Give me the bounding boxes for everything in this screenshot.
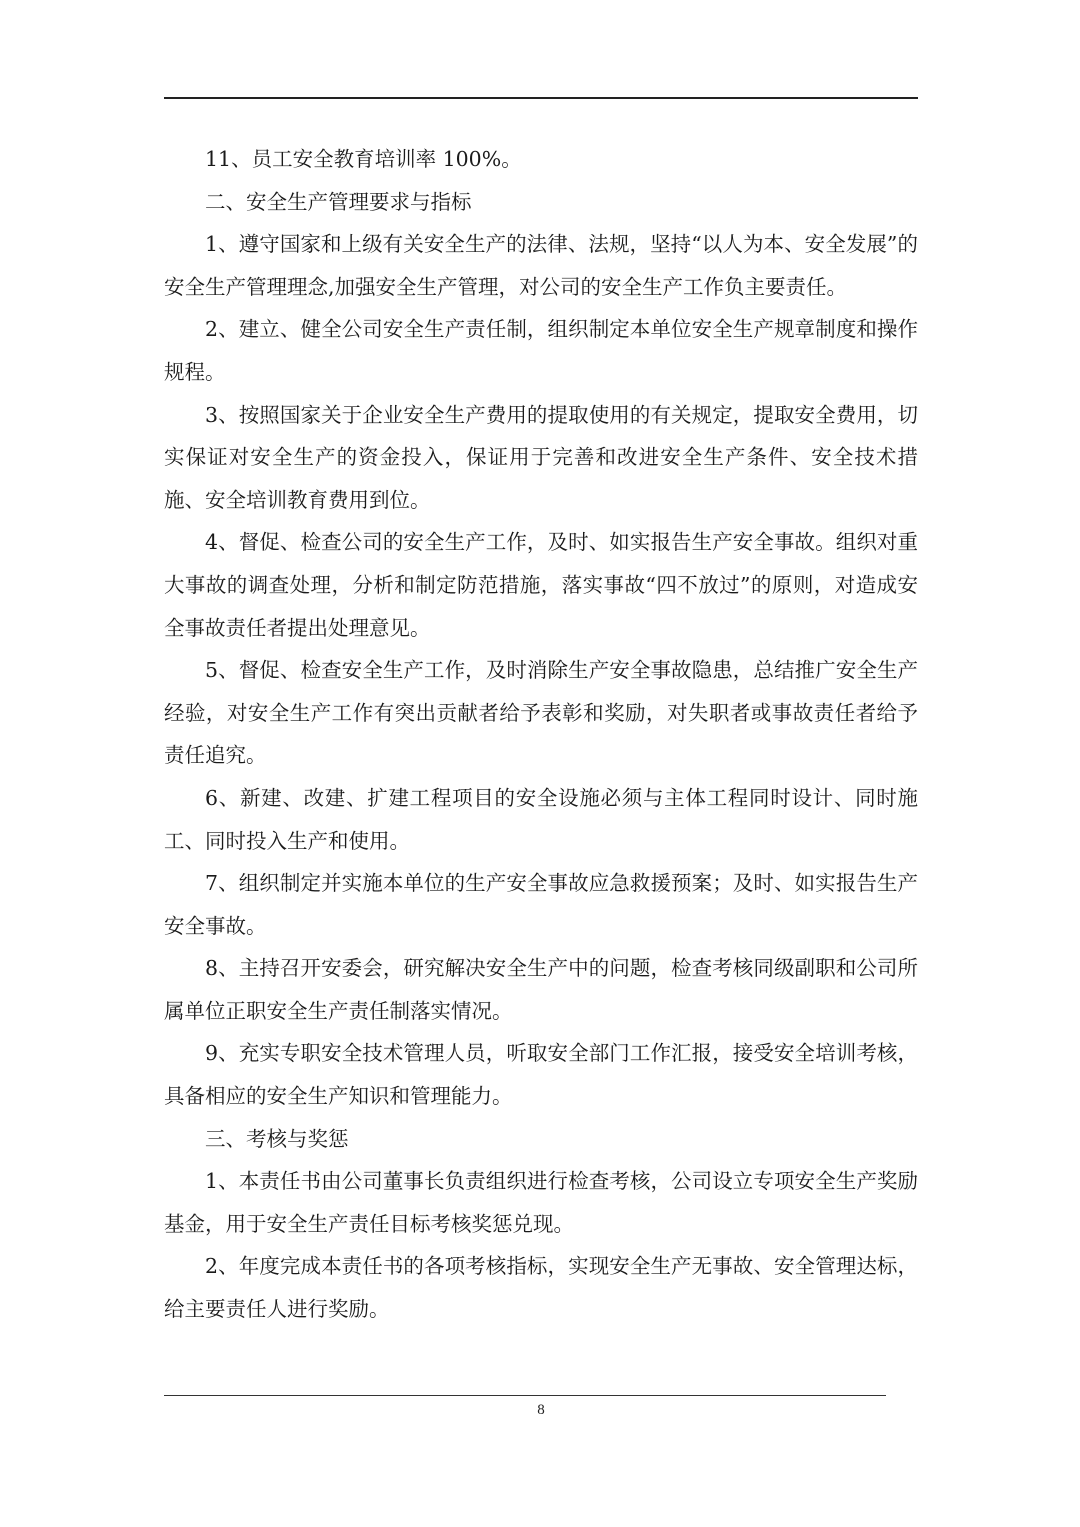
paragraph-requirement-9: 9、充实专职安全技术管理人员，听取安全部门工作汇报，接受安全培训考核，具备相应的安全生产知识和管理能力。 [164,1041,918,1109]
paragraph-requirement-3: 3、按照国家关于企业安全生产费用的提取使用的有关规定，提取安全费用，切实保证对安全生产的资金投入，保证用于完善和改进安全生产条件、安全技术措施、安全培训教育费用到位。 [164,402,918,512]
section-heading-assessment: 三、考核与奖惩 [205,1126,349,1151]
paragraph-requirement-1: 1、遵守国家和上级有关安全生产的法律、法规，坚持“以人为本、安全发展”的安全生产管理理念,加强安全生产管理，对公司的安全生产工作负主要责任。 [164,232,918,299]
paragraph-requirement-4: 4、督促、检查公司的安全生产工作，及时、如实报告生产安全事故。组织对重大事故的调查处理，分析和制定防范措施，落实事故“四不放过”的原则，对造成安全事故责任者提出处理意见。 [164,530,918,640]
header-rule [164,97,918,99]
paragraph-requirement-2: 2、建立、健全公司安全生产责任制，组织制定本单位安全生产规章制度和操作规程。 [164,317,918,384]
paragraph-requirement-6: 6、新建、改建、扩建工程项目的安全设施必须与主体工程同时设计、同时施工、同时投入生产和使用。 [164,785,918,853]
paragraph-assessment-1: 1、本责任书由公司董事长负责组织进行检查考核，公司设立专项安全生产奖励基金，用于安全生产责任目标考核奖惩兑现。 [164,1169,918,1236]
paragraph-requirement-7: 7、组织制定并实施本单位的生产安全事故应急救援预案；及时、如实报告生产安全事故。 [164,871,918,938]
paragraph-requirement-8: 8、主持召开安委会，研究解决安全生产中的问题，检查考核同级副职和公司所属单位正职安全生产责任制落实情况。 [164,956,918,1023]
footer-rule [164,1395,886,1396]
section-heading-requirements: 二、安全生产管理要求与指标 [205,189,472,214]
paragraph-item-11: 11、员工安全教育培训率 100%。 [205,147,522,171]
paragraph-assessment-2: 2、年度完成本责任书的各项考核指标，实现安全生产无事故、安全管理达标，给主要责任人进行奖励。 [164,1254,918,1322]
body-text [164,138,918,1331]
page-number: 8 [537,1402,545,1418]
paragraph-requirement-5: 5、督促、检查安全生产工作，及时消除生产安全事故隐患，总结推广安全生产经验，对安全生产工作有突出贡献者给予表彰和奖励，对失职者或事故责任者给予责任追究。 [164,658,918,768]
